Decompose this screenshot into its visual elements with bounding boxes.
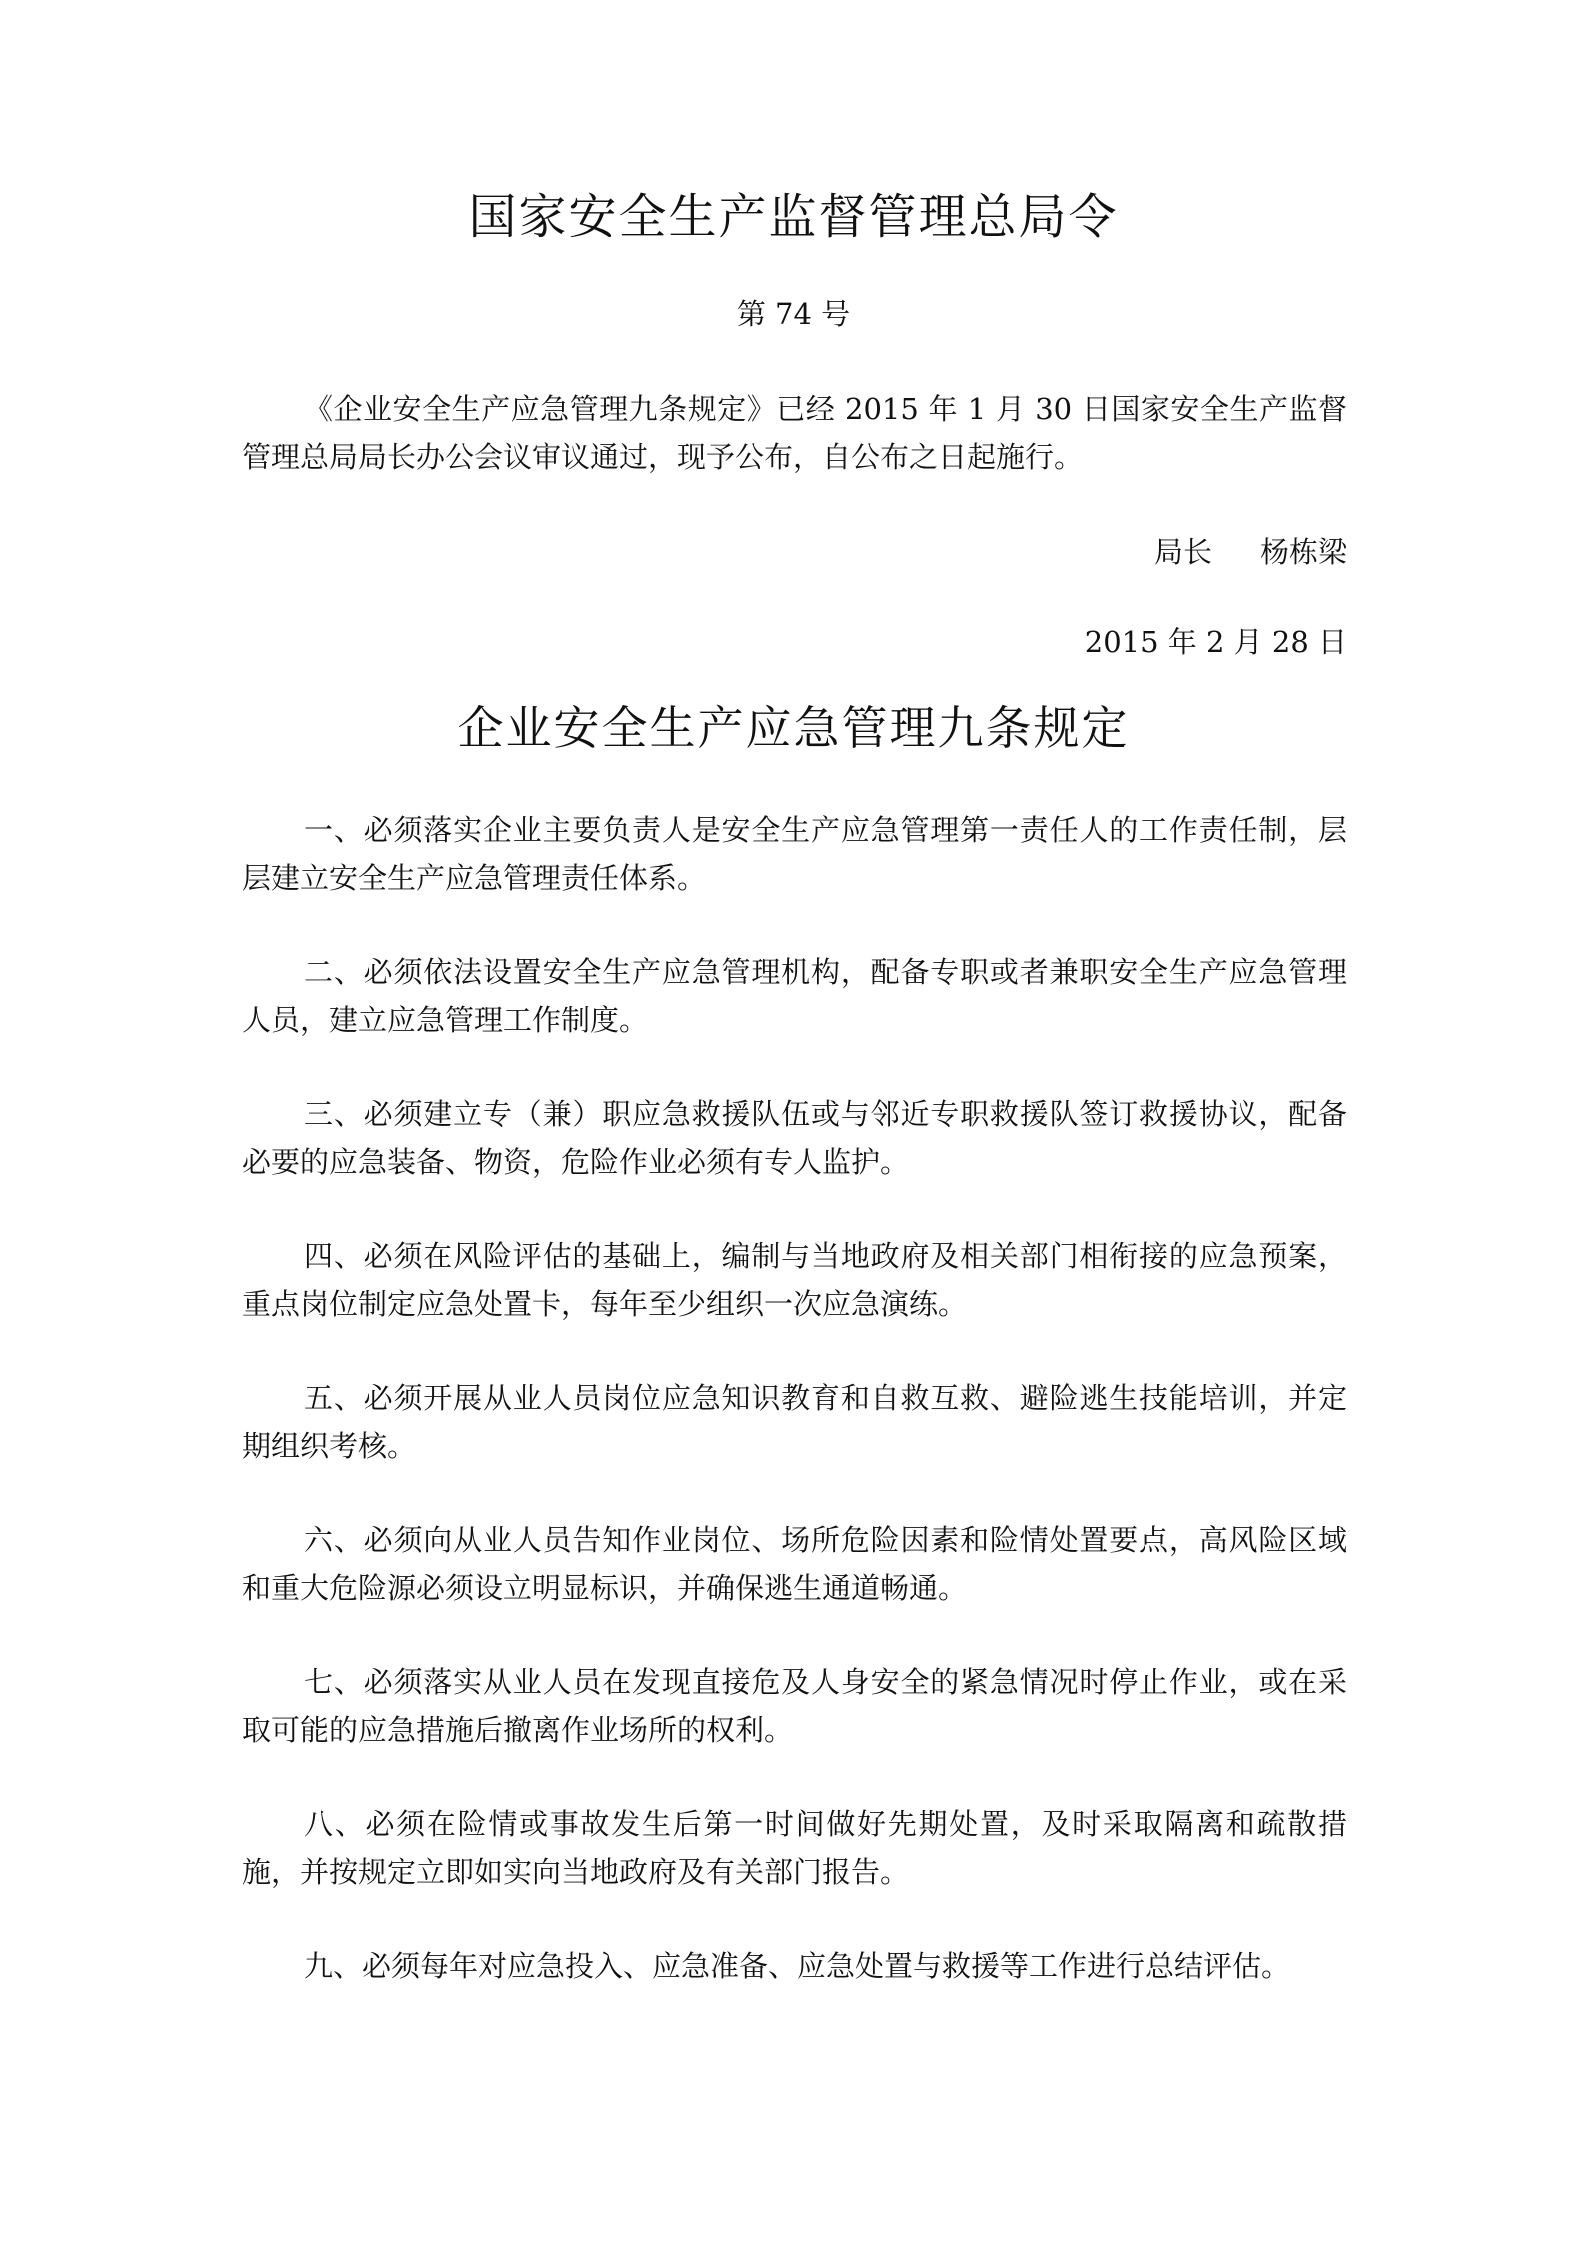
rule-item-4: 四、必须在风险评估的基础上，编制与当地政府及相关部门相衔接的应急预案，重点岗位制定应急处置卡，每年至少组织一次应急演练。	[242, 1239, 1347, 1321]
rule-item-7: 七、必须落实从业人员在发现直接危及人身安全的紧急情况时停止作业，或在采取可能的应急措施后撤离作业场所的权利。	[242, 1665, 1347, 1747]
decree-date: 2015 年 2 月 28 日	[1084, 625, 1347, 659]
rule-item-3: 三、必须建立专（兼）职应急救援队伍或与邻近专职救援队签订救援协议，配备必要的应急装备、物资，危险作业必须有专人监护。	[242, 1097, 1347, 1179]
signer-line	[1154, 530, 1347, 574]
rule-item-9: 九、必须每年对应急投入、应急准备、应急处置与救援等工作进行总结评估。	[304, 1949, 1291, 1983]
rule-item-5: 五、必须开展从业人员岗位应急知识教育和自救互救、避险逃生技能培训，并定期组织考核。	[242, 1381, 1347, 1463]
rules-list	[242, 806, 1347, 2036]
rule-item-8: 八、必须在险情或事故发生后第一时间做好先期处置，及时采取隔离和疏散措施，并按规定立即如实向当地政府及有关部门报告。	[242, 1807, 1347, 1889]
intro-section	[242, 385, 1347, 481]
signer-name: 杨栋梁	[1259, 535, 1347, 569]
intro-paragraph: 《企业安全生产应急管理九条规定》已经 2015 年 1 月 30 日国家安全生产监督管理总局局长办公会议审议通过，现予公布，自公布之日起施行。	[242, 392, 1347, 474]
rule-item-1: 一、必须落实企业主要负责人是安全生产应急管理第一责任人的工作责任制，层层建立安全生产应急管理责任体系。	[242, 813, 1347, 895]
rule-item-2: 二、必须依法设置安全生产应急管理机构，配备专职或者兼职安全生产应急管理人员，建立应急管理工作制度。	[242, 955, 1347, 1037]
decree-number: 第 74 号	[736, 297, 851, 331]
rules-title: 企业安全生产应急管理九条规定	[457, 701, 1130, 755]
decree-title: 国家安全生产监督管理总局令	[468, 189, 1119, 245]
signer-title: 局长	[1153, 535, 1212, 569]
rule-item-6: 六、必须向从业人员告知作业岗位、场所危险因素和险情处置要点，高风险区域和重大危险源必须设立明显标识，并确保逃生通道畅通。	[242, 1523, 1347, 1605]
